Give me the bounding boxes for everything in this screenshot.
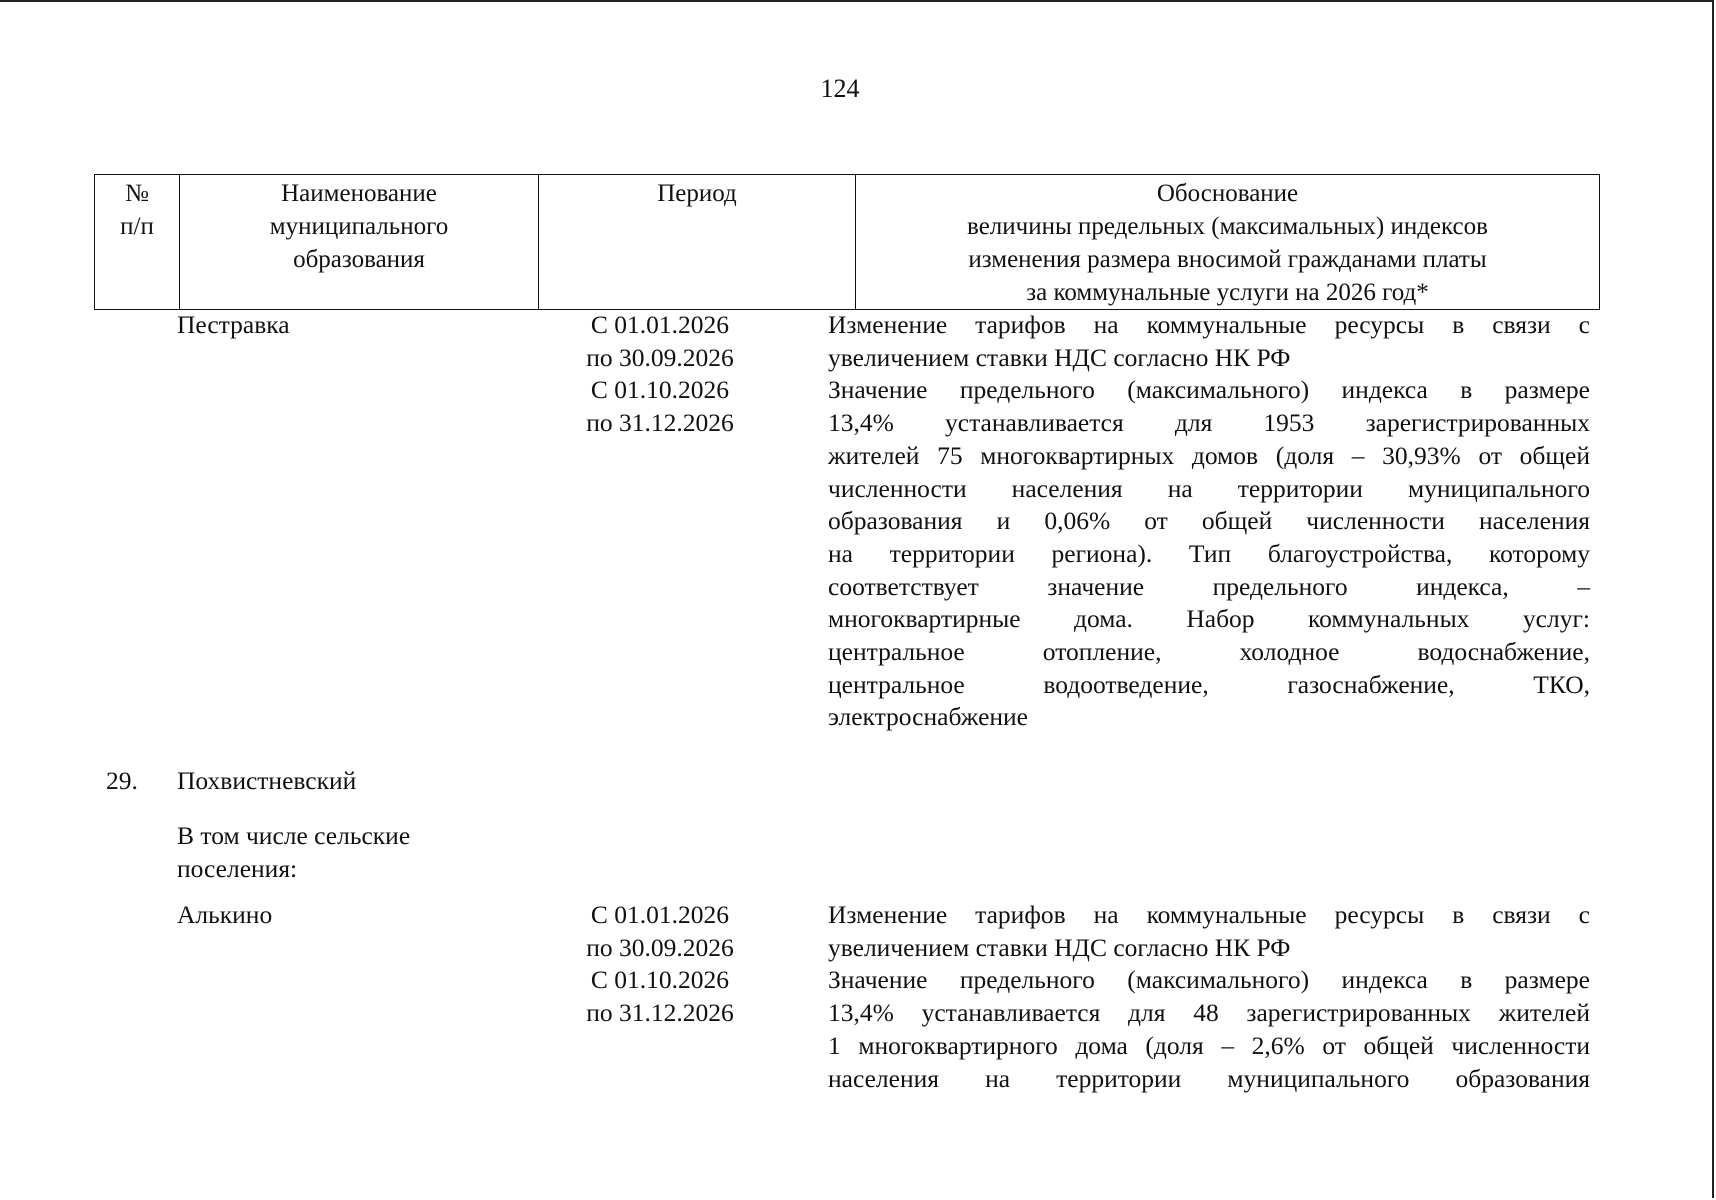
header-justification-line: Обоснование — [1156, 180, 1299, 207]
page-number: 124 — [820, 74, 860, 103]
header-justification-line: изменения размера вносимой гражданами платы — [968, 246, 1487, 273]
period-line: по 31.12.2026 — [586, 998, 734, 1028]
header-num — [95, 175, 180, 310]
row-29-number: 29. — [106, 766, 138, 795]
period-line: по 30.09.2026 — [586, 932, 734, 962]
row-pestravka-name: Пестравка — [177, 310, 290, 339]
justification-line: на территории региона). Тип благоустройства, которому — [828, 538, 1590, 568]
period-line: по 30.09.2026 — [586, 342, 734, 372]
justification-line: соответствует значение предельного индекса, – — [828, 571, 1590, 601]
justification-line: 13,4% устанавливается для 48 зарегистрированных жителей — [828, 998, 1590, 1028]
row-alkino-period — [560, 899, 760, 1030]
row-alkino-name: Алькино — [177, 900, 273, 929]
period-line: С 01.01.2026 — [590, 900, 730, 929]
header-name-line: муниципального — [269, 213, 449, 240]
justification-line: Значение предельного (максимального) индекса в размере — [828, 375, 1590, 405]
row-pestravka-period — [560, 309, 760, 440]
justification-line: многоквартирные дома. Набор коммунальных услуг: — [828, 604, 1590, 634]
header-justification-line: за коммунальные услуги на 2026 год* — [1026, 279, 1429, 306]
row-pestravka-justification — [828, 309, 1590, 734]
justification-line: Изменение тарифов на коммунальные ресурсы в связи с — [828, 310, 1590, 339]
header-name-line: образования — [293, 246, 425, 273]
period-line: С 01.10.2026 — [590, 965, 730, 995]
justification-line: 13,4% устанавливается для 1953 зарегистрированных — [828, 408, 1590, 438]
header-num-line: п/п — [120, 213, 154, 240]
row-alkino-justification — [828, 899, 1590, 1095]
justification-line: Значение предельного (максимального) индекса в размере — [828, 965, 1590, 995]
header-num-line: № — [125, 180, 149, 207]
rural-label-line: В том числе сельские — [177, 821, 411, 850]
justification-line: численности населения на территории муниципального — [828, 473, 1590, 503]
period-line: С 01.01.2026 — [590, 310, 730, 339]
justification-line: образования и 0,06% от общей численности населения — [828, 506, 1590, 536]
row-29-name: Похвистневский — [177, 766, 357, 795]
period-line: по 31.12.2026 — [586, 408, 734, 438]
justification-line: центральное отопление, холодное водоснабжение, — [828, 637, 1590, 667]
justification-line: 1 многоквартирного дома (доля – 2,6% от общей численности — [828, 1030, 1590, 1060]
period-line: С 01.10.2026 — [590, 375, 730, 405]
header-period — [539, 175, 856, 310]
justification-line: электроснабжение — [828, 702, 1029, 732]
header-justification — [856, 175, 1600, 310]
justification-line: увеличением ставки НДС согласно НК РФ — [828, 932, 1291, 962]
justification-line: центральное водоотведение, газоснабжение, ТКО, — [828, 669, 1590, 699]
justification-line: жителей 75 многоквартирных домов (доля – 30,93% от общей — [828, 440, 1590, 470]
rural-label-line: поселения: — [177, 853, 298, 883]
justification-line: увеличением ставки НДС согласно НК РФ — [828, 342, 1291, 372]
header-name-line: Наименование — [281, 180, 437, 207]
header-period-line: Период — [657, 180, 737, 207]
rural-settlements-label — [177, 820, 477, 885]
justification-line: населения на территории муниципального образования — [828, 1063, 1590, 1093]
header-name — [180, 175, 539, 310]
table-header — [94, 174, 1600, 310]
justification-line: Изменение тарифов на коммунальные ресурсы в связи с — [828, 900, 1590, 929]
header-justification-line: величины предельных (максимальных) индексов — [967, 213, 1488, 240]
